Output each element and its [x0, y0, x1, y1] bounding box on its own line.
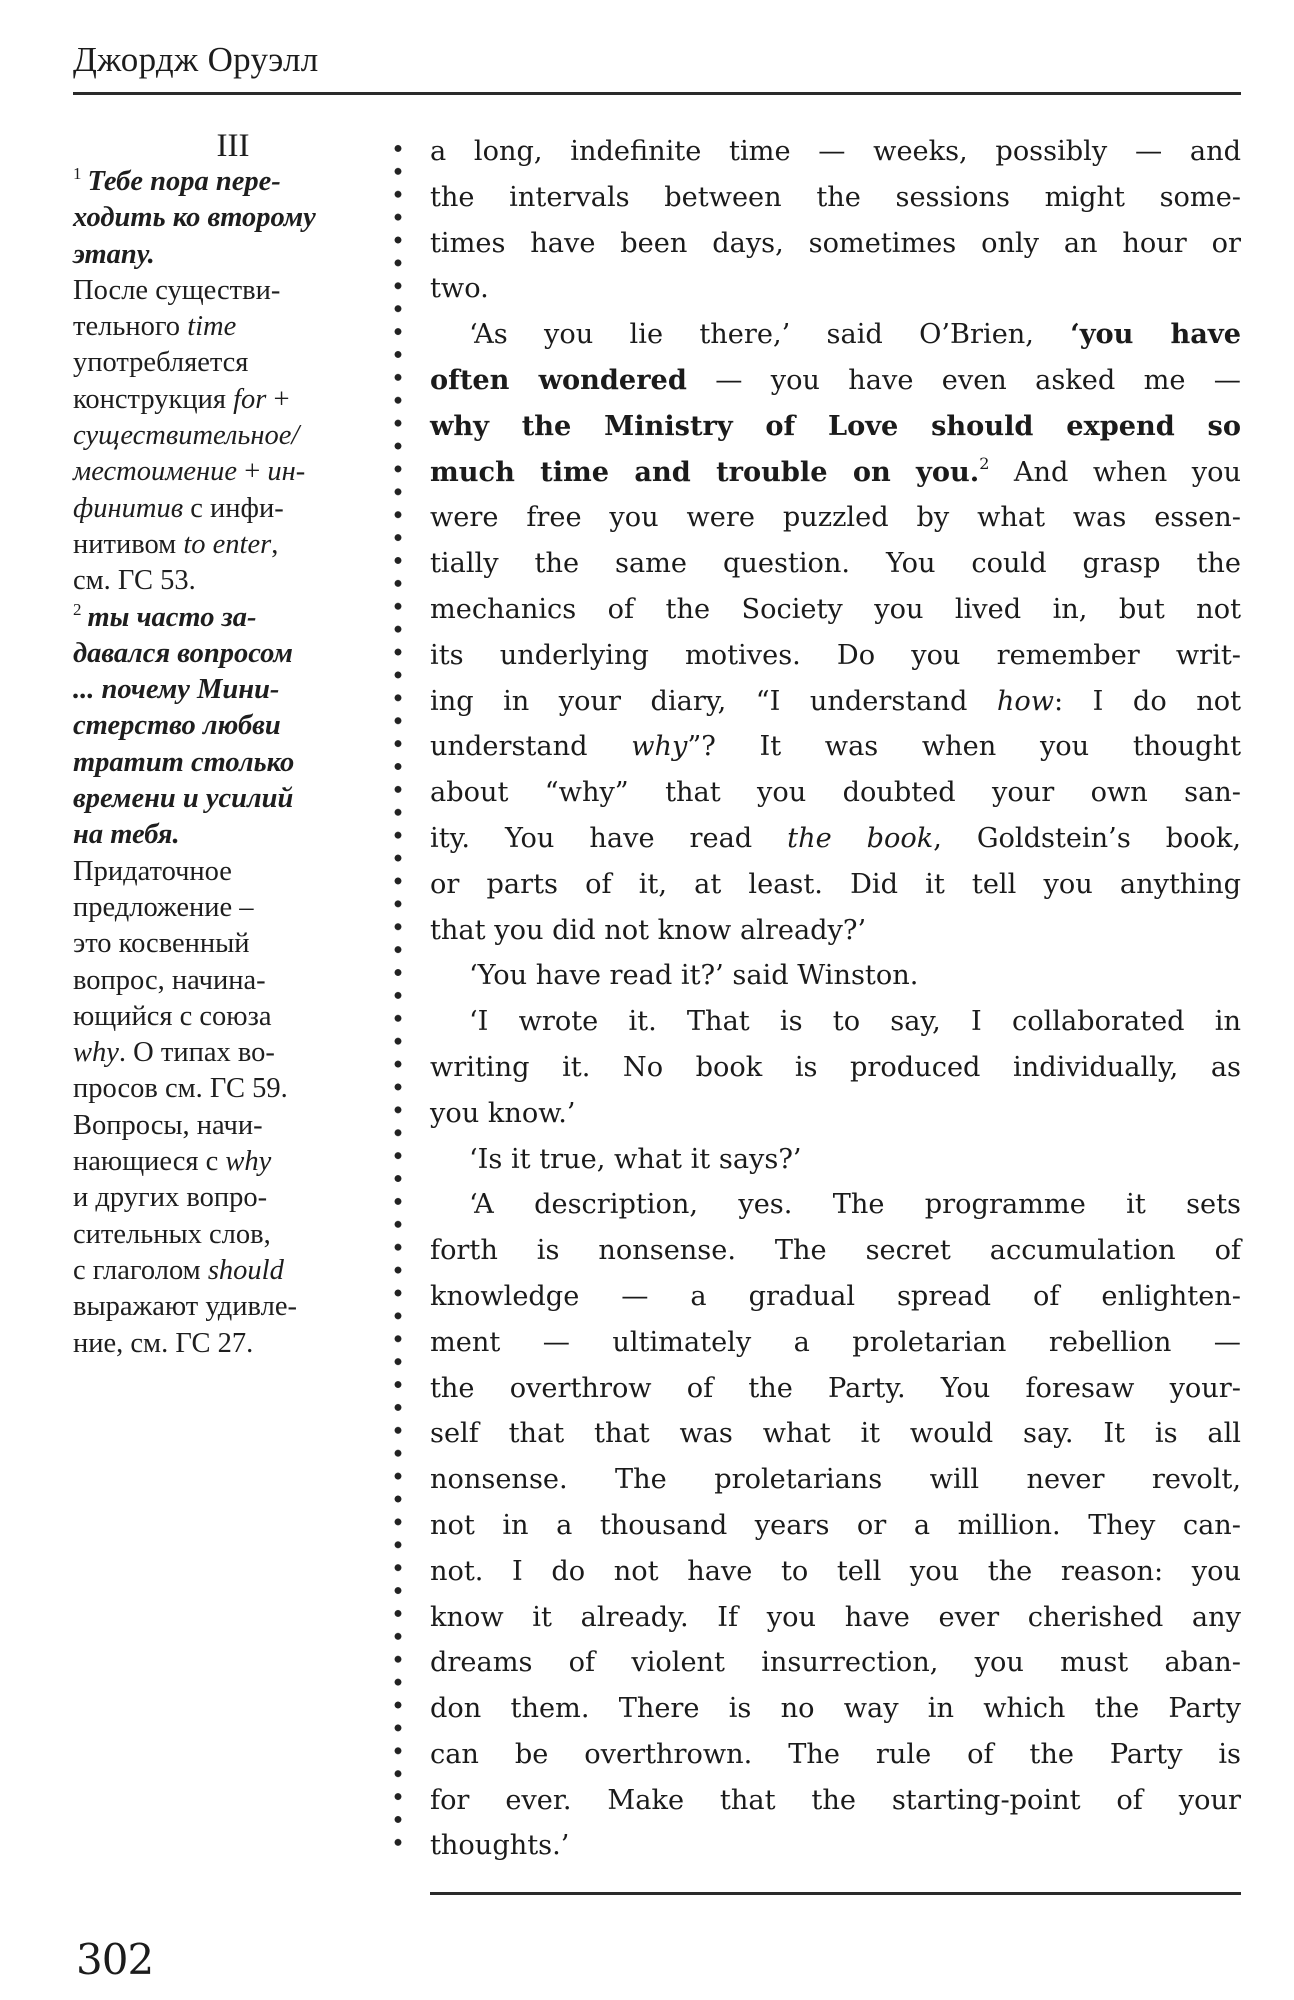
note-heading-line: ... почему Мини-: [73, 674, 280, 706]
note-heading-line: $^1$ Тебе пора пере-: [73, 164, 281, 197]
text-line: for ever. Make that the starting-point of your: [430, 1784, 1241, 1816]
note-body-line: см. ГС 53.: [73, 565, 196, 597]
margin-notes: [73, 126, 363, 1362]
text-line: often wondered — you have even asked me —: [430, 363, 1241, 396]
text-line: its underlying motives. Do you remember writ-: [430, 639, 1241, 671]
text-line: self that that was what it would say. It is all: [430, 1418, 1241, 1450]
note-body-line: ющийся с союза: [73, 1000, 272, 1032]
text-line: not. I do not have to tell you the reason: you: [430, 1555, 1241, 1587]
text-line: the overthrow of the Party. You foresaw your-: [430, 1372, 1241, 1404]
note-number: 2: [73, 599, 82, 619]
text-line: don them. There is no way in which the Party: [430, 1693, 1241, 1725]
note-body-line: предложение –: [73, 891, 254, 923]
text-line: much time and trouble on you.$^2$ And when you: [430, 453, 1241, 488]
note-body-line: нающиеся с why: [73, 1146, 272, 1178]
note-heading-line: тратит столько: [73, 746, 295, 778]
note-heading-line: давался вопросом: [73, 637, 293, 669]
text-line: ‘Is it true, what it says?’: [469, 1143, 802, 1175]
text-line: about “why” that you doubted your own san-: [430, 777, 1241, 809]
text-line: that you did not know already?’: [430, 914, 867, 946]
note-body-line: с глаголом should: [73, 1254, 284, 1286]
note-heading-line: стерство любви: [73, 710, 281, 742]
text-line: mechanics of the Society you lived in, but not: [430, 593, 1241, 625]
text-line: understand why”? It was when you thought: [430, 731, 1241, 763]
text-line: two.: [430, 273, 489, 305]
text-line: writing it. No book is produced individually, as: [430, 1051, 1241, 1083]
text-line: ity. You have read the book, Goldstein’s book,: [430, 822, 1241, 854]
note-body-line: это косвенный: [73, 928, 250, 960]
note-body-line: Вопросы, начи-: [73, 1109, 263, 1141]
text-line: why the Ministry of Love should expend so: [430, 409, 1241, 442]
note-body-line: тельного time: [73, 311, 237, 343]
note-body-line: существительное/: [73, 420, 300, 452]
text-line: ‘As you lie there,’ said O’Brien, ‘you have: [469, 318, 1241, 351]
note-heading-line: $^2$ ты часто за-: [73, 599, 257, 633]
text-line: know it already. If you have ever cherished any: [430, 1601, 1241, 1633]
page-number: 302: [76, 1935, 154, 1984]
header-rule: [73, 92, 1241, 95]
text-line: or parts of it, at least. Did it tell you anything: [430, 868, 1241, 900]
note-body-line: конструкция for +: [73, 383, 290, 415]
footer-rule: [430, 1892, 1241, 1895]
note-heading-line: этапу.: [73, 238, 155, 270]
note-body-line: употребляется: [73, 347, 249, 379]
note-body-line: сительных слов,: [73, 1218, 271, 1250]
margin-note-1: [73, 164, 363, 600]
text-line: times have been days, sometimes only an hour or: [430, 227, 1241, 259]
text-line: forth is nonsense. The secret accumulation of: [430, 1235, 1241, 1267]
note-body-line: местоимение + ин-: [73, 456, 306, 488]
note-body-line: финитив с инфи-: [73, 492, 284, 524]
note-heading-line: на тебя.: [73, 819, 180, 851]
text-line: you know.’: [430, 1097, 576, 1129]
text-line: ment — ultimately a proletarian rebellion —: [430, 1326, 1241, 1358]
main-text-column: [430, 129, 1241, 1869]
note-body-line: нитивом to enter,: [73, 528, 279, 560]
text-line: ‘A description, yes. The programme it sets: [469, 1189, 1241, 1221]
text-line: tially the same question. You could grasp the: [430, 548, 1241, 580]
text-line: were free you were puzzled by what was essen-: [430, 502, 1241, 534]
note-body-line: Придаточное: [73, 855, 232, 887]
text-line: can be overthrown. The rule of the Party is: [430, 1738, 1241, 1770]
text-line: ‘I wrote it. That is to say, I collaborated in: [469, 1006, 1241, 1038]
running-title: Джордж Оруэлл: [73, 40, 319, 79]
chapter-number: III: [216, 128, 250, 164]
text-line: the intervals between the sessions might some-: [430, 181, 1241, 213]
note-number: 1: [73, 164, 82, 183]
text-line: not in a thousand years or a million. They can-: [430, 1509, 1241, 1541]
text-line: knowledge — a gradual spread of enlighten-: [430, 1280, 1241, 1312]
text-line: a long, indefinite time — weeks, possibly — and: [430, 136, 1241, 167]
note-body-line: выражают удивле-: [73, 1291, 297, 1323]
note-heading-line: ходить ко второму: [73, 202, 316, 234]
note-body-line: и других вопро-: [73, 1182, 268, 1214]
text-line: ing in your diary, “I understand how: I do not: [430, 685, 1241, 717]
note-body-line: просов см. ГС 59.: [73, 1073, 288, 1105]
text-line: thoughts.’: [430, 1830, 570, 1862]
note-body-line: После существи-: [73, 274, 281, 306]
dotted-column-divider: [393, 137, 403, 1847]
note-body-line: вопрос, начина-: [73, 964, 266, 996]
margin-note-2: [73, 600, 363, 1362]
text-line: ‘You have read it?’ said Winston.: [469, 960, 919, 992]
text-line: nonsense. The proletarians will never revolt,: [430, 1464, 1241, 1496]
note-body-line: ние, см. ГС 27.: [73, 1327, 254, 1359]
note-body-line: why. О типах во-: [73, 1037, 275, 1069]
note-heading-line: времени и усилий: [73, 783, 294, 815]
footnote-ref-2: 2: [979, 453, 990, 473]
text-line: dreams of violent insurrection, you must aban-: [430, 1647, 1241, 1679]
